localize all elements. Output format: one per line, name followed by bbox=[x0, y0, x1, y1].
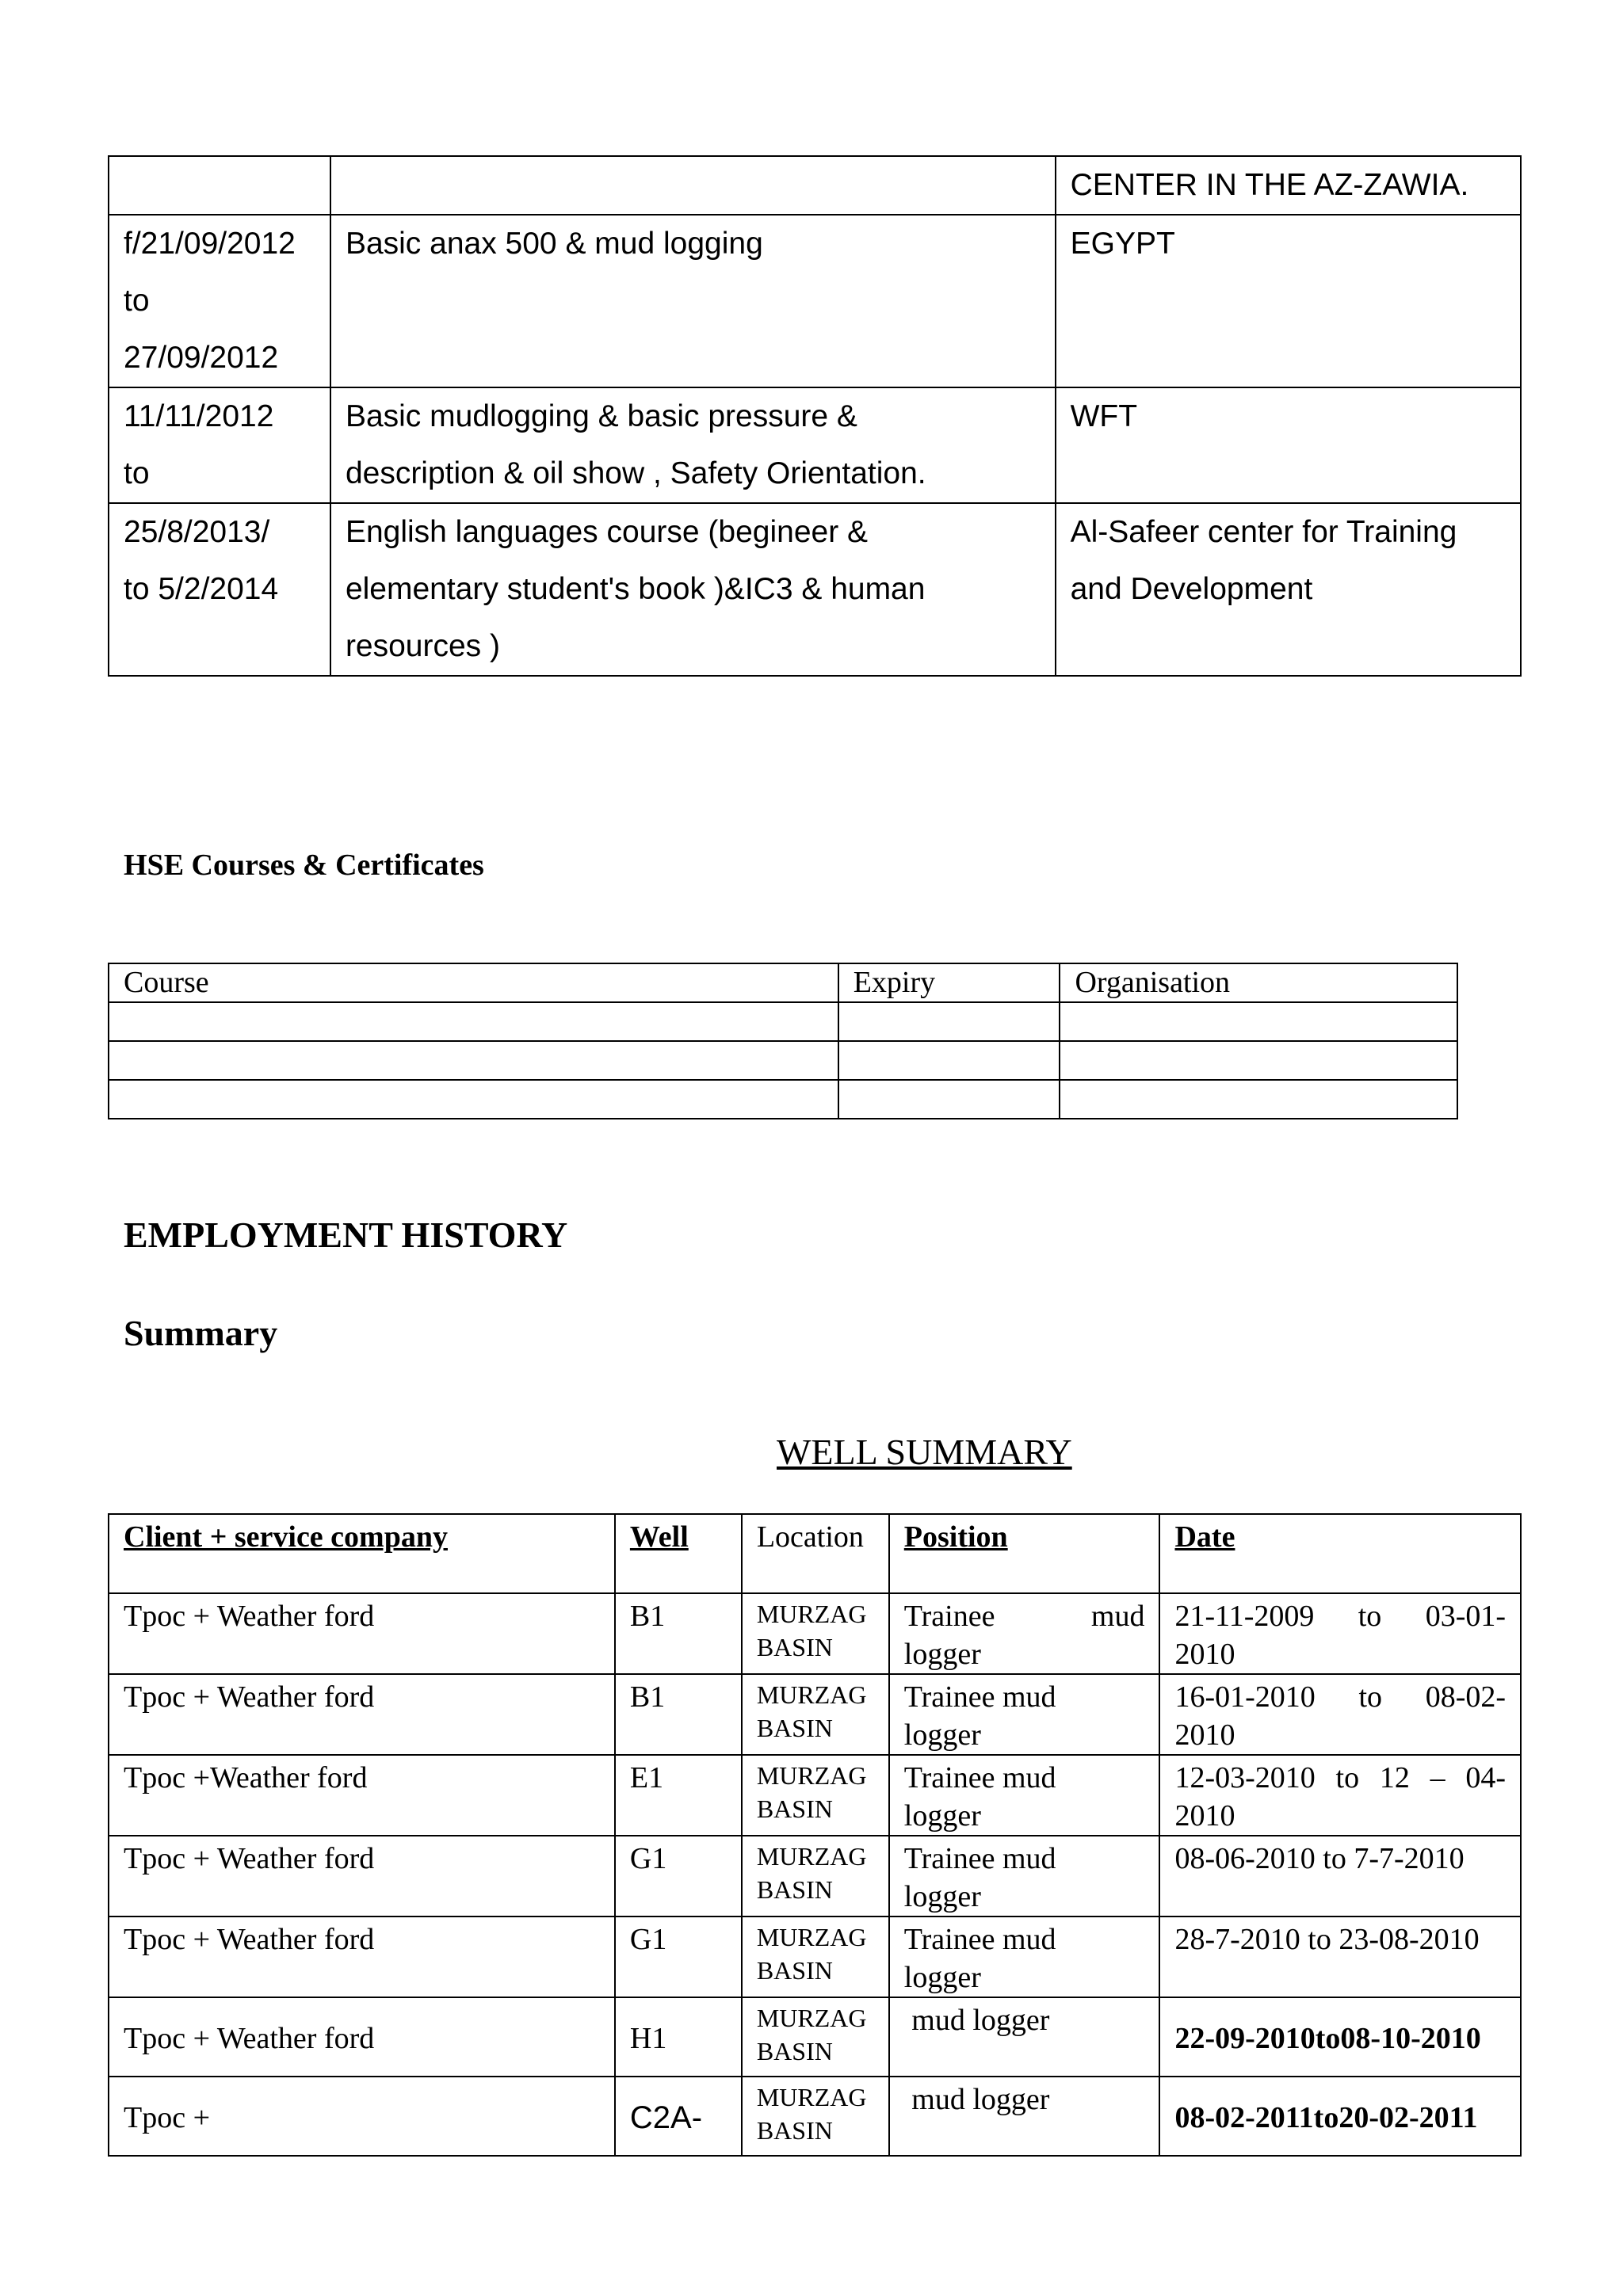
date-cell: 28-7-2010 to 23-08-2010 bbox=[1159, 1917, 1521, 1997]
table-row bbox=[109, 1041, 1457, 1080]
date-word: to bbox=[1358, 1680, 1383, 1714]
client-cell: Tpoc + Weather ford bbox=[109, 1836, 615, 1917]
table-row bbox=[109, 1002, 1457, 1041]
hse-table bbox=[108, 963, 1458, 1119]
date-cell bbox=[1159, 1593, 1521, 1674]
table-row bbox=[109, 1674, 1521, 1755]
table-row bbox=[109, 215, 1521, 387]
hse-cell bbox=[109, 1002, 838, 1041]
position-word: mud bbox=[1090, 1600, 1145, 1633]
table-header-row bbox=[109, 963, 1457, 1002]
table-row bbox=[109, 1755, 1521, 1836]
table-row bbox=[109, 1917, 1521, 1997]
training-org: Al-Safeer center for Training and Development bbox=[1056, 503, 1521, 676]
hse-cell bbox=[838, 1080, 1060, 1119]
client-cell: Tpoc + Weather ford bbox=[109, 1593, 615, 1674]
training-date bbox=[109, 156, 330, 215]
training-course: Basic mudlogging & basic pressure & description & oil show , Safety Orientation. bbox=[330, 387, 1056, 503]
location-cell: MURZAG BASIN bbox=[742, 1917, 889, 1997]
hse-cell bbox=[1060, 1002, 1457, 1041]
date-word: 21-11-2009 bbox=[1174, 1600, 1315, 1633]
header-position: Position bbox=[889, 1514, 1160, 1593]
table-row bbox=[109, 1836, 1521, 1917]
header-location: Location bbox=[742, 1514, 889, 1593]
training-date: f/21/09/2012 to 27/09/2012 bbox=[109, 215, 330, 387]
location-cell: MURZAG BASIN bbox=[742, 1836, 889, 1917]
header-client: Client + service company bbox=[109, 1514, 615, 1593]
hse-cell bbox=[1060, 1041, 1457, 1080]
client-cell: Tpoc + bbox=[109, 2077, 615, 2156]
well-summary-table bbox=[108, 1513, 1522, 2157]
date-cell: 22-09-2010to08-10-2010 bbox=[1159, 1997, 1521, 2077]
date-cell: 08-06-2010 to 7-7-2010 bbox=[1159, 1836, 1521, 1917]
date-text bbox=[1174, 1759, 1506, 1797]
table-row bbox=[109, 1997, 1521, 2077]
date-word: to bbox=[1335, 1761, 1360, 1794]
location-cell: MURZAG BASIN bbox=[742, 2077, 889, 2156]
header-date: Date bbox=[1159, 1514, 1521, 1593]
location-cell: MURZAG BASIN bbox=[742, 1593, 889, 1674]
date-word: 08-02- bbox=[1425, 1680, 1506, 1714]
hse-cell bbox=[109, 1041, 838, 1080]
hse-cell bbox=[838, 1002, 1060, 1041]
date-word: 12-03-2010 bbox=[1174, 1761, 1316, 1794]
well-summary-title: WELL SUMMARY bbox=[777, 1432, 1072, 1472]
hse-header-organisation: Organisation bbox=[1060, 963, 1457, 1002]
hse-cell bbox=[109, 1080, 838, 1119]
well-cell: G1 bbox=[615, 1836, 742, 1917]
client-cell: Tpoc + Weather ford bbox=[109, 1917, 615, 1997]
date-text bbox=[1174, 1678, 1506, 1716]
location-cell: MURZAG BASIN bbox=[742, 1674, 889, 1755]
date-word: 2010 bbox=[1174, 1718, 1235, 1752]
client-cell: Tpoc + Weather ford bbox=[109, 1674, 615, 1755]
training-date: 11/11/2012 to bbox=[109, 387, 330, 503]
position-cell bbox=[889, 1593, 1160, 1674]
client-cell: Tpoc +Weather ford bbox=[109, 1755, 615, 1836]
date-cell: 08-02-2011to20-02-2011 bbox=[1159, 2077, 1521, 2156]
table-row bbox=[109, 503, 1521, 676]
well-cell: G1 bbox=[615, 1917, 742, 1997]
date-cell bbox=[1159, 1674, 1521, 1755]
table-row bbox=[109, 387, 1521, 503]
date-word: 2010 bbox=[1174, 1638, 1235, 1671]
training-course: Basic anax 500 & mud logging bbox=[330, 215, 1056, 387]
table-row bbox=[109, 2077, 1521, 2156]
position-text bbox=[904, 1597, 1145, 1635]
well-cell: E1 bbox=[615, 1755, 742, 1836]
client-cell: Tpoc + Weather ford bbox=[109, 1997, 615, 2077]
summary-title: Summary bbox=[124, 1313, 278, 1353]
training-org: WFT bbox=[1056, 387, 1521, 503]
table-row bbox=[109, 156, 1521, 215]
training-date: 25/8/2013/ to 5/2/2014 bbox=[109, 503, 330, 676]
training-course bbox=[330, 156, 1056, 215]
header-well: Well bbox=[615, 1514, 742, 1593]
date-cell bbox=[1159, 1755, 1521, 1836]
position-cell: Trainee mud logger bbox=[889, 1674, 1160, 1755]
position-cell: Trainee mud logger bbox=[889, 1917, 1160, 1997]
date-word: to bbox=[1358, 1600, 1382, 1633]
date-word: 2010 bbox=[1174, 1799, 1235, 1833]
well-cell: B1 bbox=[615, 1593, 742, 1674]
position-word: logger bbox=[903, 1638, 981, 1671]
location-cell: MURZAG BASIN bbox=[742, 1997, 889, 2077]
position-word: Trainee bbox=[903, 1600, 995, 1633]
date-word: 03-01- bbox=[1425, 1600, 1506, 1633]
table-header-row bbox=[109, 1514, 1521, 1593]
hse-header-course: Course bbox=[109, 963, 838, 1002]
well-cell: H1 bbox=[615, 1997, 742, 2077]
hse-cell bbox=[1060, 1080, 1457, 1119]
training-org: CENTER IN THE AZ-ZAWIA. bbox=[1056, 156, 1521, 215]
hse-section-title: HSE Courses & Certificates bbox=[124, 849, 484, 882]
training-course: English languages course (begineer & elementary student's book )&IC3 & human resources ) bbox=[330, 503, 1056, 676]
table-row bbox=[109, 1080, 1457, 1119]
hse-header-expiry: Expiry bbox=[838, 963, 1060, 1002]
training-table bbox=[108, 155, 1522, 677]
date-word: 16-01-2010 bbox=[1174, 1680, 1316, 1714]
date-text bbox=[1174, 1597, 1506, 1635]
date-word: 04- bbox=[1465, 1761, 1506, 1794]
employment-history-title: EMPLOYMENT HISTORY bbox=[124, 1215, 568, 1255]
position-cell: Trainee mud logger bbox=[889, 1836, 1160, 1917]
well-cell: B1 bbox=[615, 1674, 742, 1755]
location-cell: MURZAG BASIN bbox=[742, 1755, 889, 1836]
position-cell: mud logger bbox=[889, 2077, 1160, 2156]
well-cell: C2A- bbox=[615, 2077, 742, 2156]
date-word: 12 bbox=[1379, 1761, 1410, 1794]
position-cell: mud logger bbox=[889, 1997, 1160, 2077]
date-word: – bbox=[1430, 1761, 1445, 1794]
hse-cell bbox=[838, 1041, 1060, 1080]
position-cell: Trainee mud logger bbox=[889, 1755, 1160, 1836]
table-row bbox=[109, 1593, 1521, 1674]
training-org: EGYPT bbox=[1056, 215, 1521, 387]
